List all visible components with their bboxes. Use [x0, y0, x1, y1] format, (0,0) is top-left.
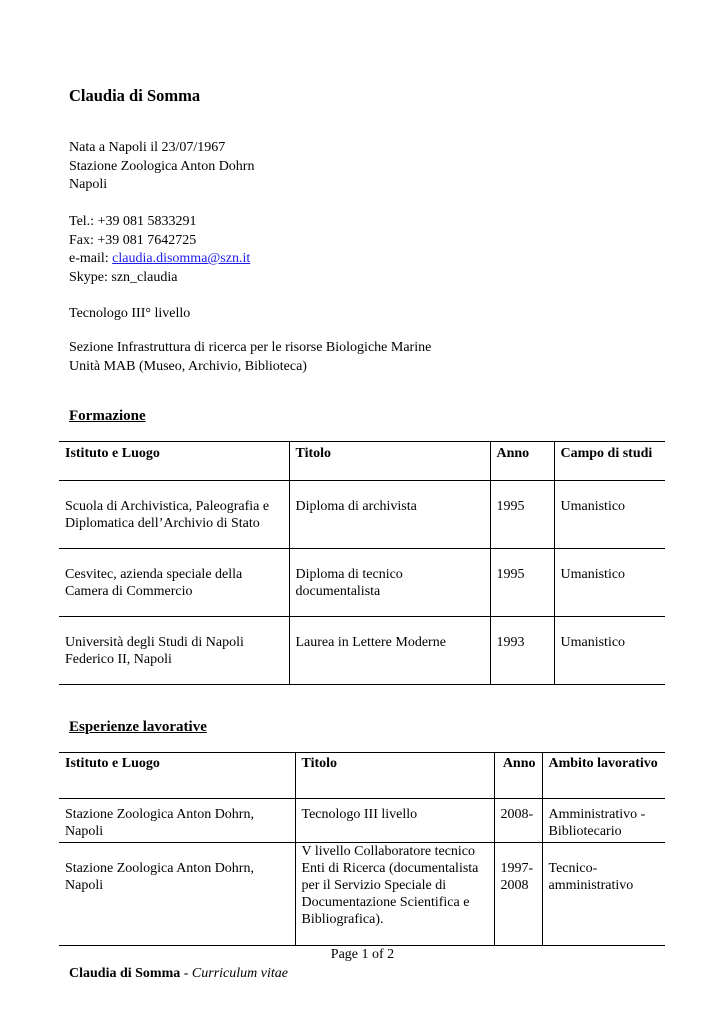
cell-campo: Umanistico	[554, 481, 665, 549]
cell-titolo	[295, 799, 494, 843]
footer-name: Claudia di Somma	[69, 966, 181, 981]
cell-line: Federico II, Napoli	[65, 652, 172, 667]
header-campo: Campo di studi	[554, 442, 665, 481]
section-title-esperienze: Esperienze lavorative	[69, 719, 207, 735]
cell-line: Diploma di archivista	[295, 499, 417, 514]
cell-campo: Umanistico	[554, 617, 665, 685]
employer-city: Napoli	[69, 177, 108, 192]
skype: Skype: szn_claudia	[69, 269, 178, 285]
email-label: e-mail:	[69, 251, 113, 266]
cell-line: 2008-	[500, 807, 534, 822]
page-number: Page 1 of 2	[330, 947, 395, 962]
cell-line: amministrativo	[548, 878, 634, 893]
cell-line: Napoli	[65, 824, 104, 839]
cell-line: Scuola di Archivistica, Paleografia e	[65, 499, 270, 514]
cell-anno: 1995	[490, 481, 554, 549]
formazione-table	[59, 441, 665, 685]
cell-line: Diplomatica dell’Archivio di Stato	[65, 516, 260, 531]
cell-line: 2008	[500, 878, 529, 893]
cell-titolo	[289, 549, 490, 617]
cell-line: Laurea in Lettere Moderne	[295, 635, 446, 650]
cell-line: Stazione Zoologica Anton Dohrn,	[65, 807, 254, 822]
section-title-formazione: Formazione	[69, 408, 146, 424]
footer-doc: Curriculum vitae	[191, 966, 288, 981]
cell-line: Camera di Commercio	[65, 584, 193, 599]
cell-line: documentalista	[295, 584, 381, 599]
cell-line: Bibliotecario	[548, 824, 622, 839]
table-row	[59, 481, 665, 549]
birth-info: Nata a Napoli il 23/07/1967	[69, 140, 226, 155]
department	[69, 339, 431, 376]
header-ambito: Ambito lavorativo	[542, 753, 665, 799]
department-line: Sezione Infrastruttura di ricerca per le risorse Biologiche Marine	[69, 340, 432, 355]
cell-line: Napoli	[65, 878, 104, 893]
cell-istituto	[59, 481, 289, 549]
cell-line: Tecnologo III livello	[301, 807, 418, 822]
cell-istituto	[59, 799, 295, 843]
employer-name: Stazione Zoologica Anton Dohrn	[69, 158, 255, 174]
cell-istituto	[59, 617, 289, 685]
cell-line: Università degli Studi di Napoli	[65, 635, 244, 650]
header-istituto: Istituto e Luogo	[59, 753, 295, 799]
header-istituto: Istituto e Luogo	[59, 442, 289, 481]
cell-line: Tecnico-	[548, 861, 598, 876]
email-link[interactable]: claudia.disomma@szn.it	[112, 251, 251, 266]
cell-anno	[494, 799, 542, 843]
header-titolo: Titolo	[295, 753, 494, 799]
table-header-row	[59, 442, 665, 481]
cell-anno	[494, 843, 542, 946]
cell-anno: 1995	[490, 549, 554, 617]
cell-anno: 1993	[490, 617, 554, 685]
footer-separator: -	[180, 966, 192, 981]
cell-line: per il Servizio Speciale di	[301, 878, 447, 893]
cell-istituto	[59, 843, 295, 946]
cell-ambito	[542, 799, 665, 843]
personal-info	[69, 139, 254, 195]
contact-info	[69, 213, 250, 287]
table-row	[59, 549, 665, 617]
cell-line: Diploma di tecnico	[295, 567, 403, 582]
header-anno: Anno	[494, 753, 542, 799]
person-name: Claudia di Somma	[69, 86, 201, 105]
cell-titolo	[289, 481, 490, 549]
cell-titolo	[295, 843, 494, 946]
cell-line: Bibliografica).	[301, 912, 384, 927]
cell-ambito	[542, 843, 665, 946]
header-titolo: Titolo	[289, 442, 490, 481]
phone: Tel.: +39 081 5833291	[69, 214, 197, 229]
email-line	[69, 250, 250, 269]
unit-line: Unità MAB (Museo, Archivio, Biblioteca)	[69, 358, 307, 374]
cell-istituto	[59, 549, 289, 617]
cell-line: Cesvitec, azienda speciale della	[65, 567, 243, 582]
cell-line: V livello Collaboratore tecnico	[301, 844, 476, 859]
cell-line: Amministrativo -	[548, 807, 646, 822]
cell-line: Documentazione Scientifica e	[301, 895, 470, 910]
cell-line: Stazione Zoologica Anton Dohrn,	[65, 861, 254, 876]
table-header-row	[59, 753, 665, 799]
esperienze-table	[59, 752, 665, 946]
table-row	[59, 799, 665, 843]
job-role: Tecnologo III° livello	[69, 306, 191, 321]
table-row	[59, 843, 665, 946]
table-row	[59, 617, 665, 685]
cell-line: 1997-	[500, 861, 534, 876]
cell-campo: Umanistico	[554, 549, 665, 617]
cell-titolo	[289, 617, 490, 685]
header-anno: Anno	[490, 442, 554, 481]
footer-title	[69, 966, 288, 982]
fax: Fax: +39 081 7642725	[69, 232, 197, 248]
cell-line: Enti di Ricerca (documentalista	[301, 861, 479, 876]
